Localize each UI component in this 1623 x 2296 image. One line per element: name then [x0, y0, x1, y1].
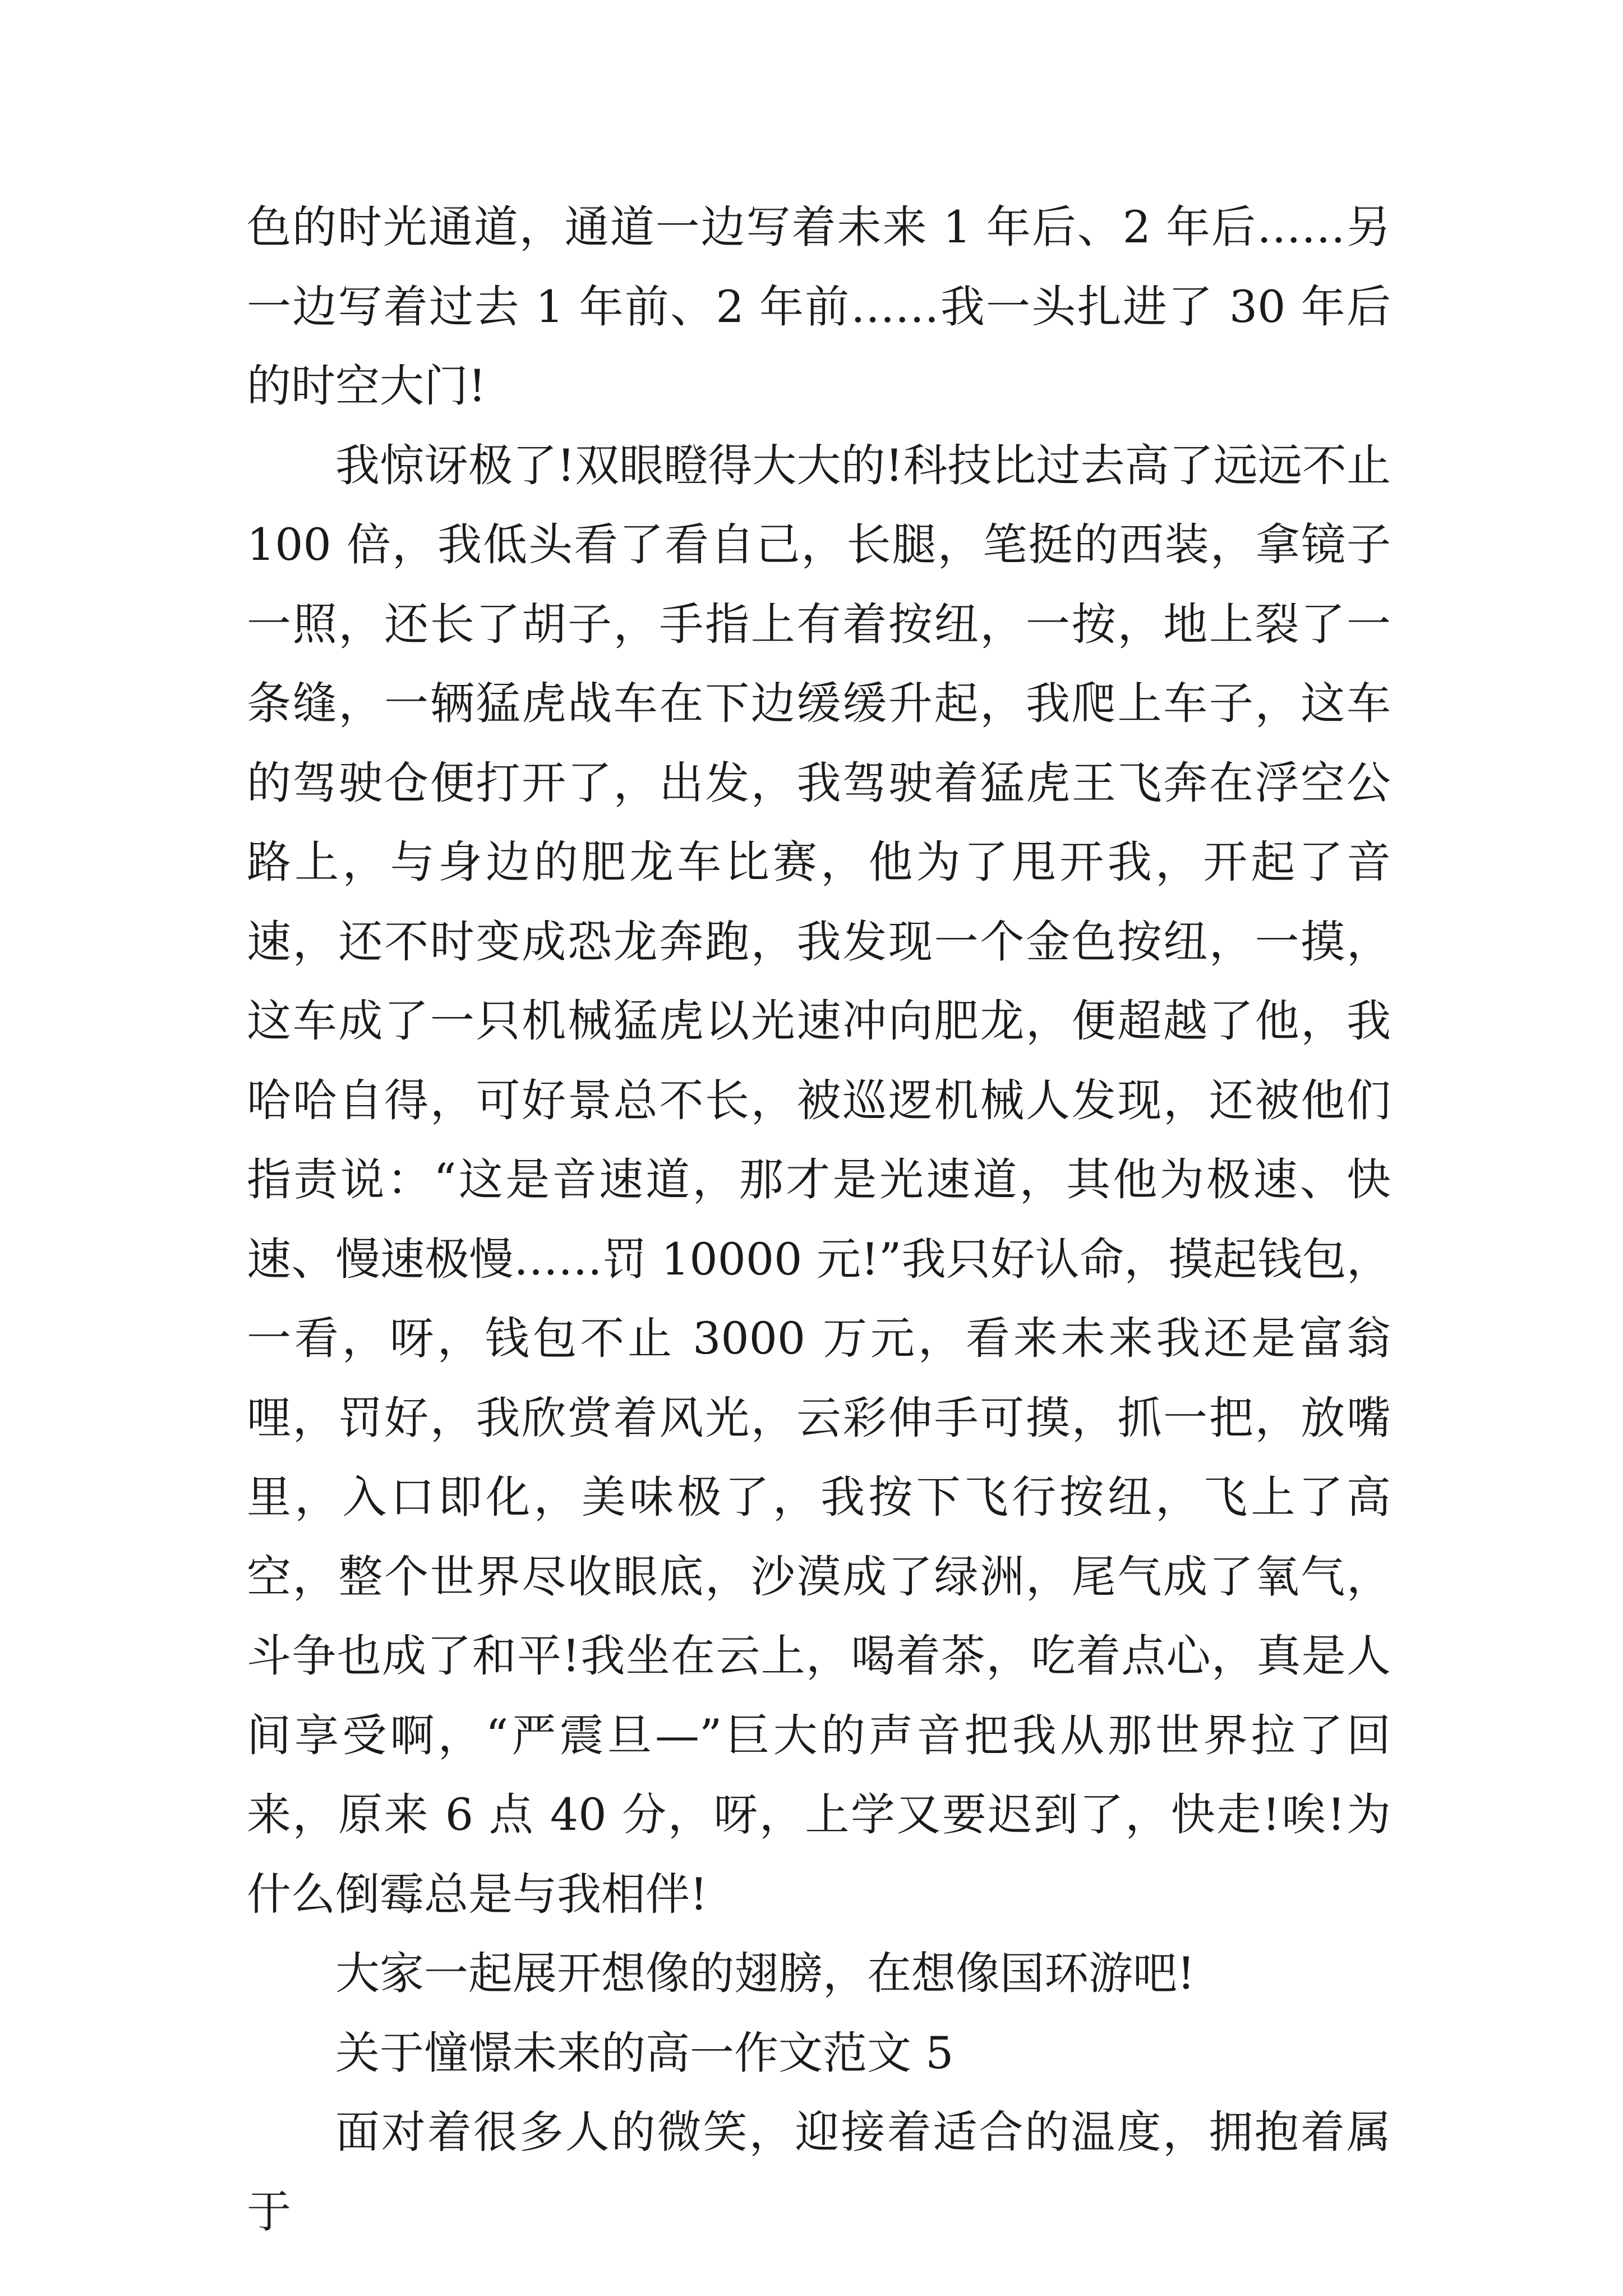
section-heading: 关于憧憬未来的高一作文范文 5: [335, 2027, 954, 2079]
paragraph-continued: 色的时光通道，通道一边写着未来 1 年后、2 年后……另一边写着过去 1 年前、2 年前……我一头扎进了 30 年后的时空大门!: [247, 201, 1391, 412]
paragraph-closing: 大家一起展开想像的翅膀，在想像国环游吧!: [335, 1948, 1195, 1999]
document-body: [247, 188, 1391, 2252]
paragraph-essay-5-start: 面对着很多人的微笑，迎接着适合的温度，拥抱着属于: [247, 2106, 1391, 2238]
paragraph-future-adventure: 我惊讶极了!双眼瞪得大大的!科技比过去高了远远不止 100 倍，我低头看了看自己，长腿，笔挺的西装，拿镜子一照，还长了胡子，手指上有着按纽，一按，地上裂了一条缝，一辆猛虎战车在下边缓缓升起，我爬上车子，这车的驾驶仓便打开了，出发，我驾驶着猛虎王飞奔在浮空公路上，与身边的肥龙车比赛，他为了甩开我，开起了音速，还不时变成恐龙奔跑，我发现一个金色按纽，一摸，这车成了一只机械猛虎以光速冲向肥龙，便超越了他，我哈哈自得，可好景总不长，被巡逻机械人发现，还被他们指责说：“这是音速道，那才是光速道，其他为极速、快速、慢速极慢……罚 10000 元!”我只好认命，摸起钱包，一看，呀，钱包不止 3000 万元，看来未来我还是富翁哩，罚好，我欣赏着风光，云彩伸手可摸，抓一把，放嘴里，入口即化，美味极了，我按下飞行按纽，飞上了高空，整个世界尽收眼底，沙漠成了绿洲，尾气成了氧气，斗争也成了和平!我坐在云上，喝着茶，吃着点心，真是人间享受啊，“严震旦—”巨大的声音把我从那世界拉了回来，原来 6 点 40 分，呀，上学又要迟到了，快走!唉!为什么倒霉总是与我相伴!: [247, 439, 1391, 1920]
